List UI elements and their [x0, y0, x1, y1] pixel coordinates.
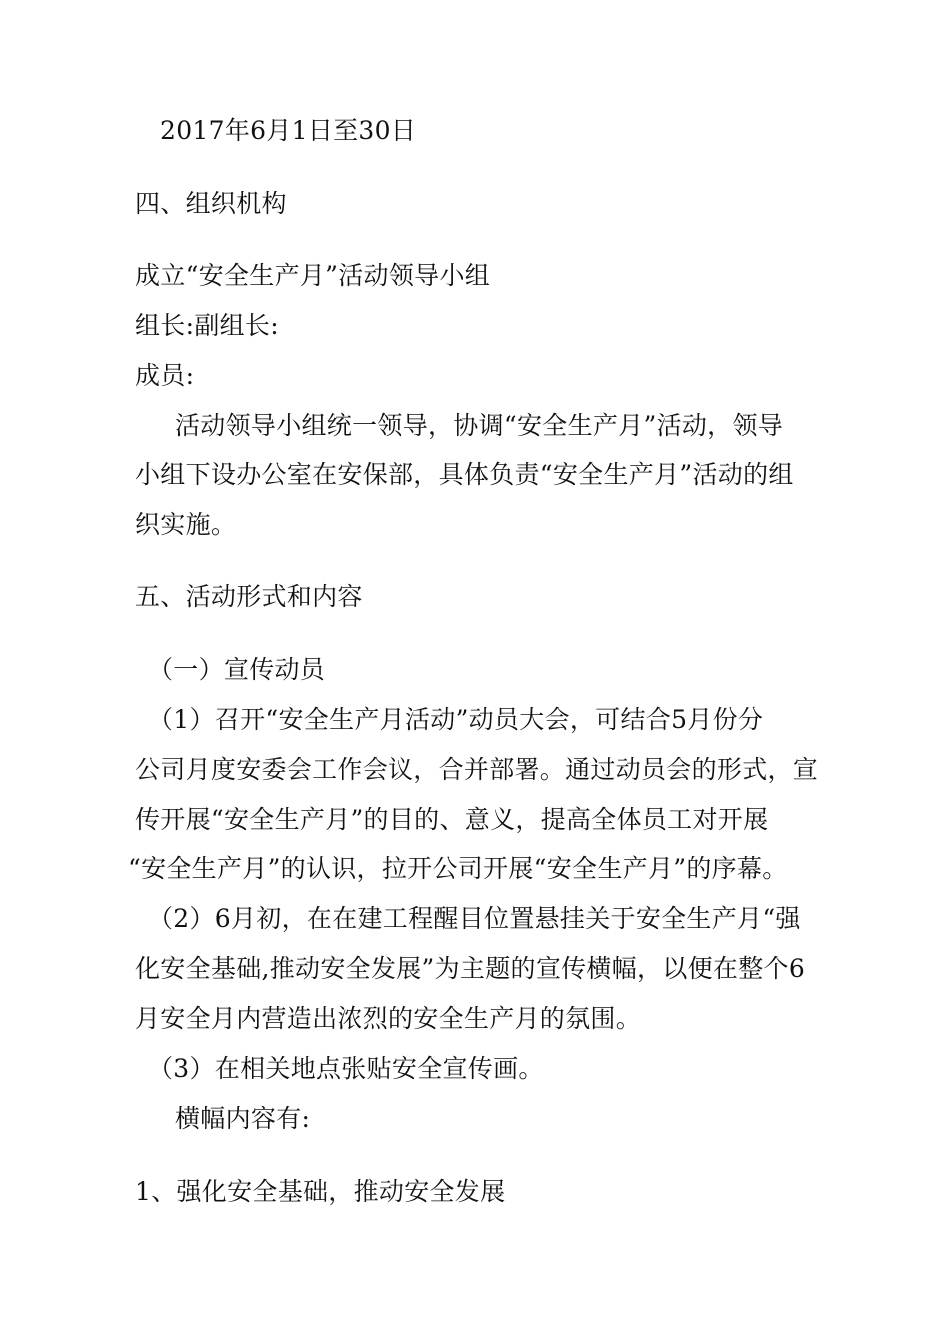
- leader-line: 组长:副组长:: [135, 311, 279, 340]
- paragraph-line: （3）在相关地点张贴安全宣传画。: [148, 1054, 544, 1083]
- paragraph-line: 活动领导小组统一领导，协调“安全生产月”活动，领导: [175, 411, 784, 440]
- paragraph-line: 化安全基础,推动安全发展”为主题的宣传横幅，以便在整个6: [135, 954, 806, 983]
- paragraph-line: 公司月度安委会工作会议，合并部署。通过动员会的形式，宣: [135, 755, 819, 784]
- leadership-group-line: 成立“安全生产月”活动领导小组: [135, 261, 491, 290]
- paragraph-line: 月安全月内营造出浓烈的安全生产月的氛围。: [135, 1004, 642, 1033]
- paragraph-line: 织实施。: [135, 510, 237, 539]
- paragraph-line: （1）召开“安全生产月活动”动员大会，可结合5月份分: [148, 705, 764, 734]
- paragraph-line: “安全生产月”的认识，拉开公司开展“安全生产月”的序幕。: [128, 854, 788, 883]
- paragraph-line: 小组下设办公室在安保部，具体负责“安全生产月”活动的组: [135, 460, 794, 489]
- banner-item-1: 1、强化安全基础，推动安全发展: [135, 1177, 506, 1206]
- paragraph-line: （2）6月初，在在建工程醒目位置悬挂关于安全生产月“强: [148, 904, 801, 933]
- members-line: 成员:: [135, 361, 195, 390]
- paragraph-line: 传开展“安全生产月”的目的、意义，提高全体员工对开展: [135, 805, 769, 834]
- section-heading-activities: 五、活动形式和内容: [135, 582, 363, 611]
- subsection-heading-publicity: （一）宣传动员: [148, 655, 326, 684]
- date-range-line: 2017年6月1日至30日: [160, 116, 417, 145]
- section-heading-organization: 四、组织机构: [135, 189, 287, 218]
- banner-content-label: 横幅内容有:: [175, 1104, 311, 1133]
